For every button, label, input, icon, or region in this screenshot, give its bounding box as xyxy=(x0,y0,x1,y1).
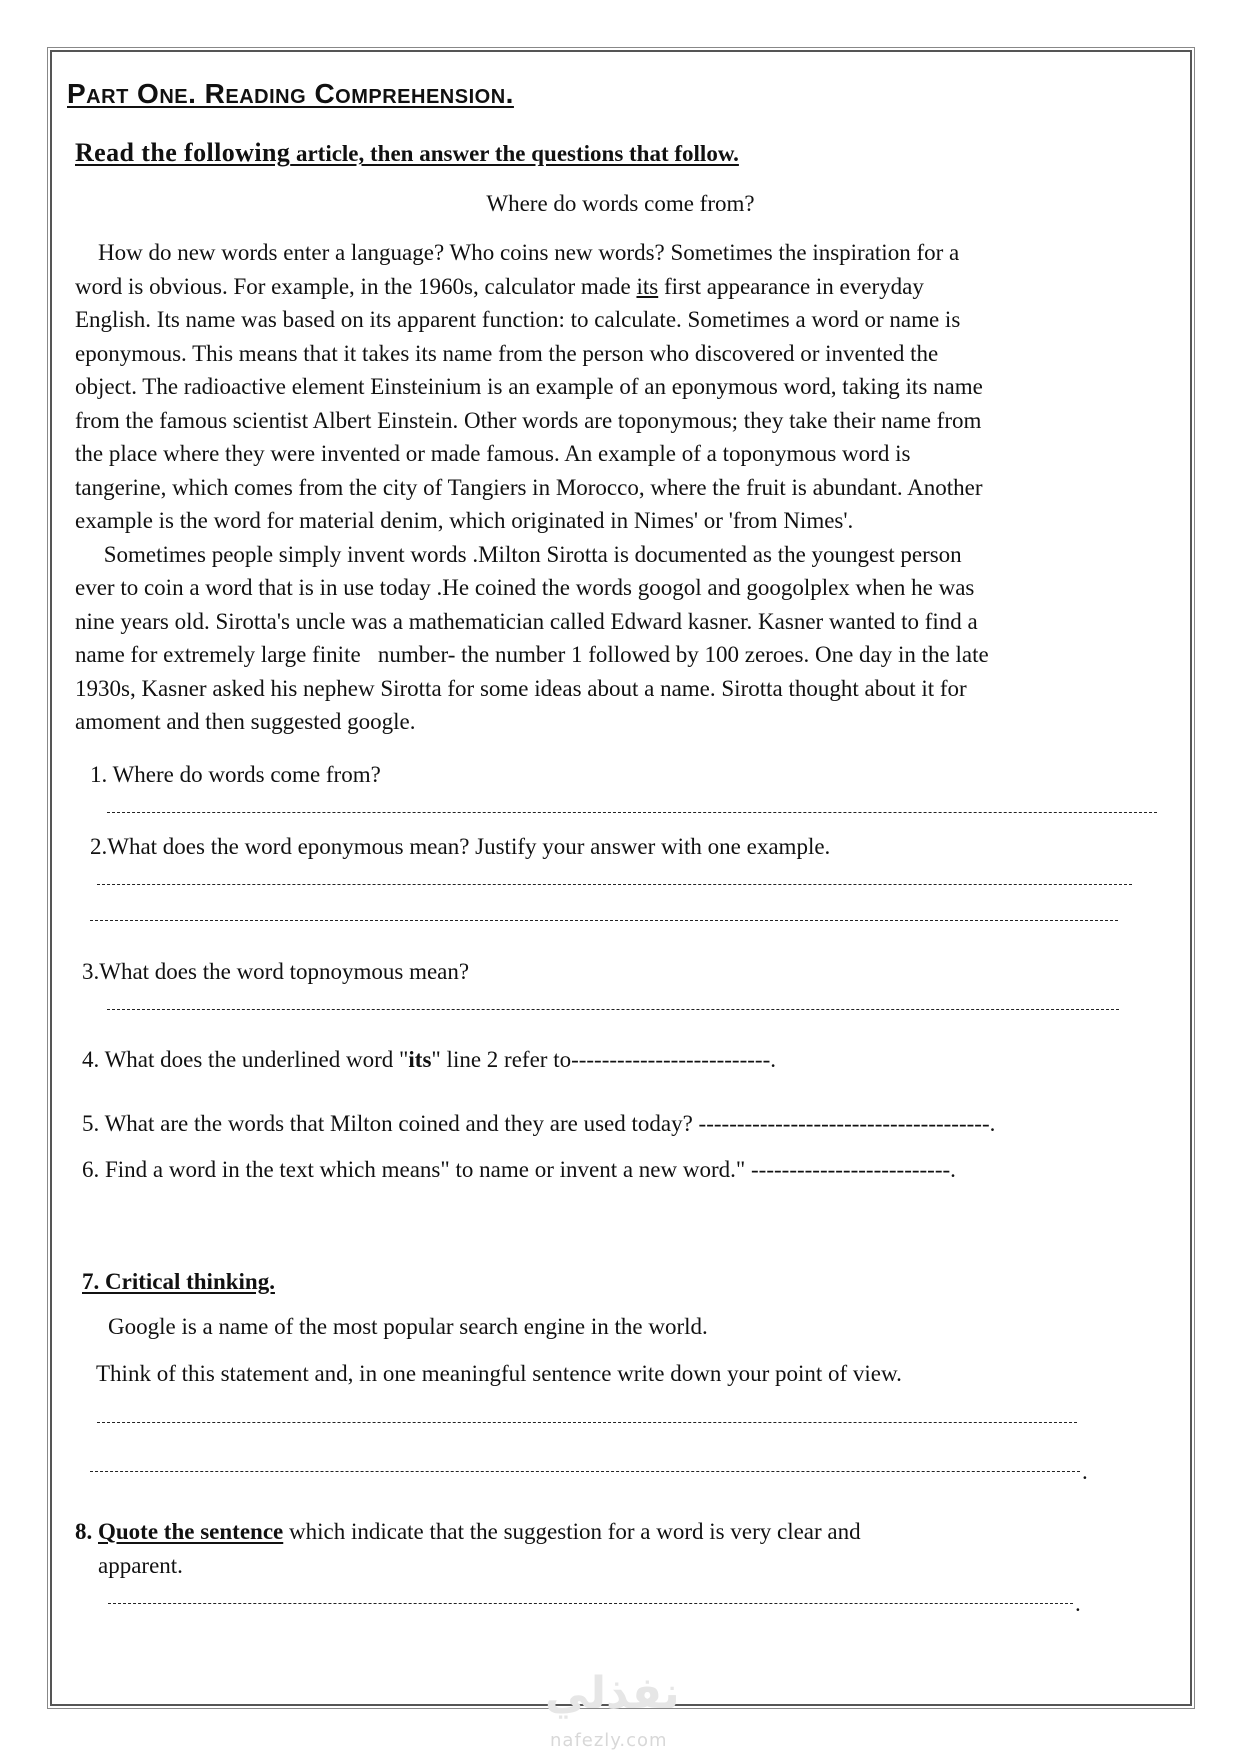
part-title: Part One. Reading Comprehension. xyxy=(67,78,514,109)
article-title: Where do words come from? xyxy=(486,191,755,216)
paragraph-line: the place where they were invented or made famous. An example of a toponymous word is xyxy=(75,441,911,466)
answer-line-3[interactable] xyxy=(107,1009,1119,1010)
question-1: 1. Where do words come from? xyxy=(90,762,381,787)
paragraph-line: How do new words enter a language? Who coins new words? Sometimes the inspiration for a xyxy=(75,240,960,265)
paragraph-line: amoment and then suggested google. xyxy=(75,709,416,734)
paragraph-line: nine years old. Sirotta's uncle was a mathematician called Edward kasner. Kasner wanted to find a xyxy=(75,608,978,634)
paragraph-line: from the famous scientist Albert Einstein. Other words are toponymous; they take their name from xyxy=(75,407,982,433)
paragraph-line-part: word is obvious. For example, in the 1960s, calculator made xyxy=(75,273,637,299)
paragraph-line: name for extremely large finite number- the number 1 followed by 100 zeroes. One day in the late xyxy=(75,642,989,667)
paragraph-line: example is the word for material denim, which originated in Nimes' or 'from Nimes'. xyxy=(75,508,854,533)
question-4-text: 4. What does the underlined word " xyxy=(82,1047,409,1072)
paragraph-line: English. Its name was based on its apparent function: to calculate. Sometimes a word or name is xyxy=(75,307,961,332)
question-8-text: which indicate that the suggestion for a word is very clear and xyxy=(283,1519,861,1544)
paragraph-line: object. The radioactive element Einsteinium is an example of an eponymous word, taking its name xyxy=(75,374,983,399)
answer-line-7b[interactable] xyxy=(90,1471,1080,1472)
question-8-line2: apparent. xyxy=(98,1553,183,1578)
underlined-word-its: its xyxy=(636,273,659,299)
paragraph-line: eponymous. This means that it takes its name from the person who discovered or invented the xyxy=(75,340,939,366)
instruction-bold: Read the following xyxy=(75,138,291,167)
instruction xyxy=(75,140,739,166)
answer-line-2b[interactable] xyxy=(90,920,1118,921)
answer-line-8[interactable] xyxy=(108,1603,1073,1604)
question-5: 5. What are the words that Milton coined and they are used today? --------------------------------------. xyxy=(82,1111,996,1136)
question-8-number: 8. xyxy=(75,1519,98,1544)
question-8-bold: Quote the sentence xyxy=(98,1519,284,1544)
question-4 xyxy=(82,1048,776,1071)
question-6: 6. Find a word in the text which means" to name or invent a new word." --------------------------. xyxy=(82,1157,956,1182)
question-2: 2.What does the word eponymous mean? Justify your answer with one example. xyxy=(90,834,831,859)
question-8 xyxy=(75,1520,861,1543)
question-7-heading: 7. Critical thinking. xyxy=(82,1269,275,1294)
question-4-text-end: " line 2 refer to--------------------------. xyxy=(431,1047,776,1072)
paragraph-line: Sometimes people simply invent words .Milton Sirotta is documented as the youngest person xyxy=(75,541,962,567)
answer-line-7a[interactable] xyxy=(97,1422,1077,1423)
paragraph-line: tangerine, which comes from the city of Tangiers in Morocco, where the fruit is abundant. Another xyxy=(75,474,983,500)
paragraph-line-part: first appearance in everyday xyxy=(658,273,924,299)
article-paragraph-1 xyxy=(75,236,1165,739)
paragraph-line: ever to coin a word that is in use today .He coined the words googol and googolplex when he was xyxy=(75,575,975,600)
watermark-logo: نفذلي xyxy=(545,1668,680,1719)
answer-line-2a[interactable] xyxy=(97,884,1132,885)
question-7-statement: Google is a name of the most popular search engine in the world. xyxy=(108,1314,708,1339)
watermark-url: nafezly.com xyxy=(550,1730,668,1751)
answer-line-1[interactable] xyxy=(107,812,1157,813)
question-3: 3.What does the word topnoymous mean? xyxy=(82,959,470,984)
answer-line-8-period: . xyxy=(1075,1591,1081,1616)
answer-line-7b-period: . xyxy=(1082,1459,1088,1484)
paragraph-line xyxy=(75,270,1165,304)
paragraph-line: 1930s, Kasner asked his nephew Sirotta for some ideas about a name. Sirotta thought about it for xyxy=(75,675,967,701)
question-4-bold-its: its xyxy=(408,1047,432,1072)
instruction-rest: article, then answer the questions that follow. xyxy=(290,141,739,166)
question-7-prompt: Think of this statement and, in one meaningful sentence write down your point of view. xyxy=(96,1361,902,1386)
